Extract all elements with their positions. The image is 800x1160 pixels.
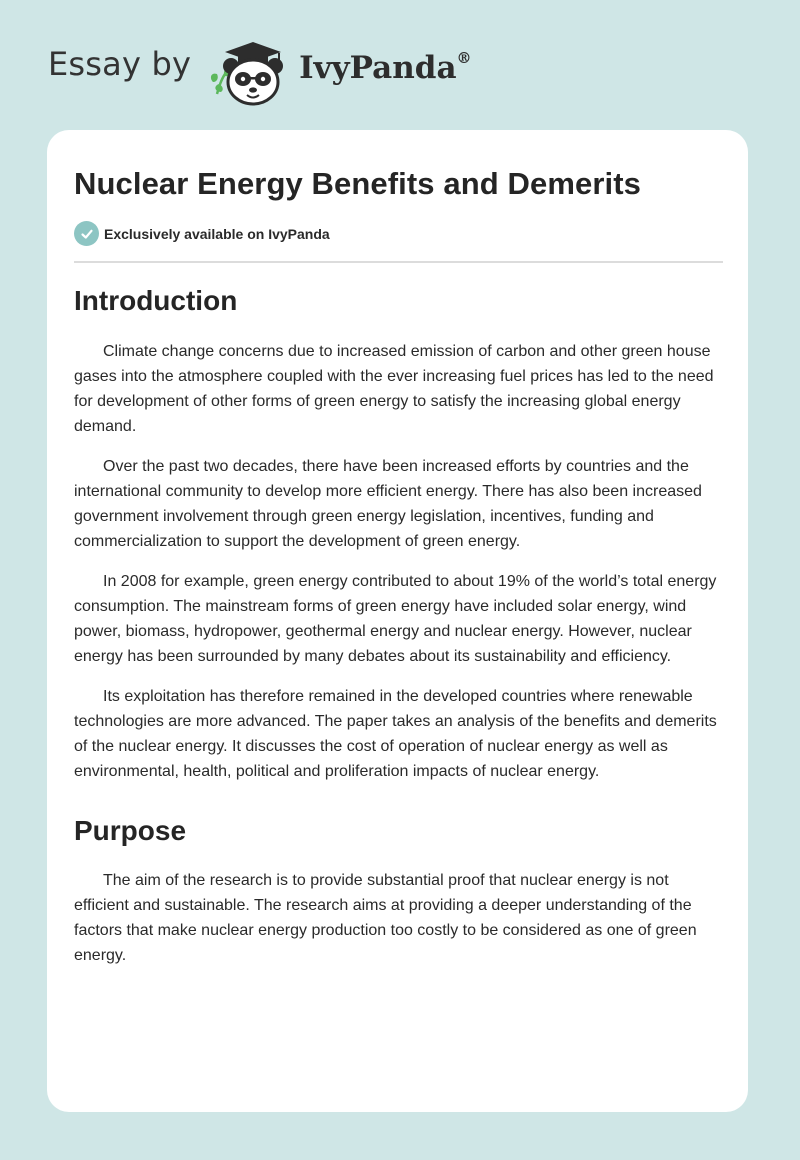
paragraph: Over the past two decades, there have been increased efforts by countries and the international community to develop more efficient energy. There has also been increased government involvement through green energy legislation, incentives, funding and commercialization to support the development of green energy. [74, 458, 702, 550]
title-divider [74, 261, 723, 263]
badge-label: Exclusively available on IvyPanda [104, 225, 330, 242]
essay-by-label: Essay by [48, 45, 192, 83]
paragraph: In 2008 for example, green energy contributed to about 19% of the world’s total energy consumption. The mainstream forms of green energy have included solar energy, wind power, biomass, hydropower, geothermal energy and nuclear energy. However, nuclear energy has been surrounded by many debates about its sustainability and efficiency. [74, 573, 717, 665]
ivypanda-logo-link[interactable] [205, 32, 471, 108]
essay-title: Nuclear Energy Benefits and Demerits [74, 166, 641, 201]
essay-body [74, 280, 725, 983]
brand-text: IvyPanda [299, 50, 457, 86]
essay-card [47, 130, 748, 1112]
checkmark-icon [74, 221, 99, 246]
paragraph: The aim of the research is to provide substantial proof that nuclear energy is not efficient and sustainable. The research aims at providing a deeper understanding of the factors that make nuclear energy production too costly to be considered as one of green energy. [74, 872, 697, 964]
checkmark-glyph [80, 227, 94, 241]
site-header [48, 30, 472, 110]
section-heading-purpose: Purpose [74, 815, 187, 846]
section-heading-introduction: Introduction [74, 285, 238, 316]
brand-name [299, 50, 471, 86]
ivypanda-logo-icon [205, 32, 295, 108]
paragraph: Its exploitation has therefore remained in the developed countries where renewable technologies are more advanced. The paper takes an analysis of the benefits and demerits of the nuclear energy. It discusses the cost of operation of nuclear energy as well as environmental, health, political and proliferation impacts of nuclear energy. [74, 688, 717, 780]
exclusive-badge [74, 221, 330, 246]
paragraph: Climate change concerns due to increased emission of carbon and other green house gases into the atmosphere coupled with the ever increasing fuel prices has led to the need for development of other forms of green energy to satisfy the increasing global energy demand. [74, 343, 714, 435]
registered-mark: ® [456, 48, 472, 67]
